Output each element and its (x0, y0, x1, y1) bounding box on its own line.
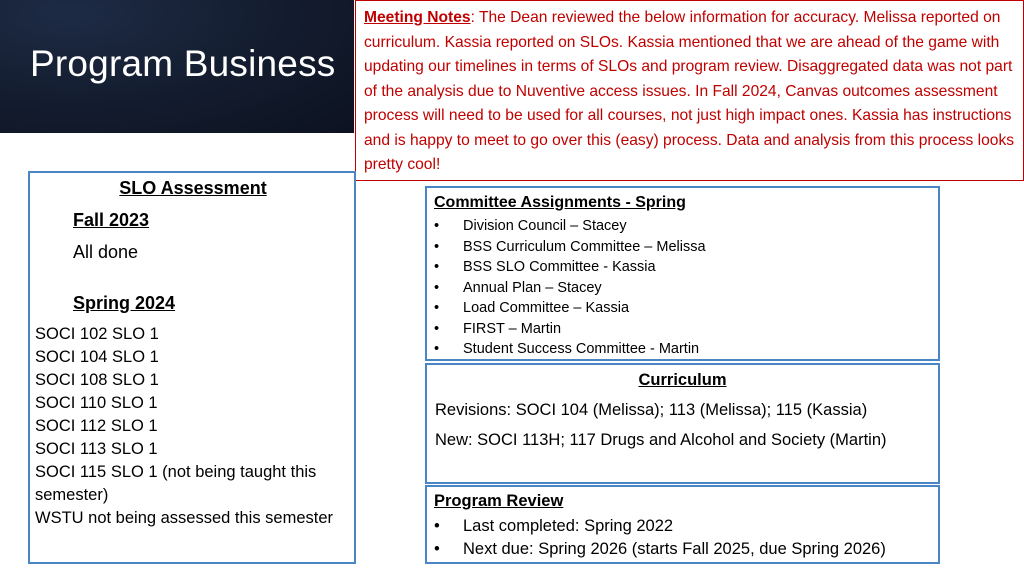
title-banner (0, 0, 354, 133)
spring-2024-label: Spring 2024 (73, 293, 176, 313)
fall-2023-label: Fall 2023 (73, 210, 150, 230)
committee-list-item (434, 237, 706, 258)
slo-list-item: SOCI 102 SLO 1 (35, 325, 159, 343)
committee-list-item (434, 319, 706, 340)
program-review-item (434, 538, 886, 561)
meeting-notes-text: : The Dean reviewed the below information for accuracy. Melissa reported on curriculum. Kassia reported on SLOs. Kassia mentioned that we are ahead of the game with updating our timelines in terms of SLOs and program review. Disaggregated data was not part of the analysis due to Nuventive access issues. In Fall 2024, Canvas outcomes assessment process will need to be used for all courses, not just high impact ones. Kassia has instructions and is happy to meet to go over this (easy) process. Data and analysis from this process looks pretty cool! (364, 9, 1015, 173)
slo-list-item: SOCI 113 SLO 1 (35, 440, 158, 458)
committee-item-text: Annual Plan – Stacey (463, 279, 602, 296)
curriculum-heading: Curriculum (638, 371, 727, 389)
committee-assignments-box (425, 186, 940, 361)
meeting-notes-box (355, 0, 1024, 181)
program-review-item-text: Next due: Spring 2026 (starts Fall 2025, due Spring 2026) (463, 540, 886, 558)
bullet-icon: • (434, 218, 440, 234)
committee-item-text: Load Committee – Kassia (463, 300, 630, 316)
curriculum-revisions: Revisions: SOCI 104 (Melissa); 113 (Melissa); 115 (Kassia) (435, 401, 868, 419)
committee-list-item (434, 257, 706, 278)
bullet-icon: • (434, 300, 440, 316)
committee-list (434, 216, 706, 360)
slo-list-item: WSTU not being assessed this semester (35, 509, 334, 527)
slo-list-item: SOCI 110 SLO 1 (35, 394, 158, 412)
slide-title: Program Business (30, 43, 336, 84)
program-review-heading: Program Review (434, 492, 564, 510)
meeting-notes-label: Meeting Notes (364, 9, 471, 26)
bullet-icon: • (434, 238, 440, 255)
committee-item-text: Division Council – Stacey (463, 218, 627, 234)
curriculum-box (425, 363, 940, 484)
slo-list-item: SOCI 115 SLO 1 (not being taught this semester) (35, 463, 317, 504)
bullet-icon: • (434, 341, 440, 357)
fall-2023-status: All done (73, 242, 139, 262)
bullet-icon: • (434, 259, 440, 275)
program-review-item (434, 515, 886, 538)
curriculum-new: New: SOCI 113H; 117 Drugs and Alcohol and Society (Martin) (435, 431, 887, 449)
committee-item-text: BSS Curriculum Committee – Melissa (463, 238, 706, 255)
program-review-box (425, 485, 940, 564)
committee-item-text: Student Success Committee - Martin (463, 341, 700, 357)
committee-item-text: FIRST – Martin (463, 320, 562, 337)
bullet-icon: • (434, 320, 440, 337)
slo-list-item: SOCI 112 SLO 1 (35, 417, 158, 435)
slo-assessment-heading: SLO Assessment (119, 178, 267, 198)
slo-list-item: SOCI 108 SLO 1 (35, 371, 159, 389)
committee-list-item (434, 298, 706, 319)
bullet-icon: • (434, 517, 440, 535)
committee-list-item (434, 339, 706, 360)
committee-assignments-heading: Committee Assignments - Spring (434, 194, 686, 211)
spring-2024-slo-list (35, 323, 353, 530)
committee-item-text: BSS SLO Committee - Kassia (463, 259, 656, 275)
slo-list-item: SOCI 104 SLO 1 (35, 348, 159, 366)
slo-assessment-box (28, 171, 356, 564)
committee-list-item (434, 216, 706, 237)
program-review-list (434, 515, 886, 561)
program-review-item-text: Last completed: Spring 2022 (463, 517, 674, 535)
bullet-icon: • (434, 279, 440, 296)
bullet-icon: • (434, 540, 440, 558)
committee-list-item (434, 278, 706, 299)
